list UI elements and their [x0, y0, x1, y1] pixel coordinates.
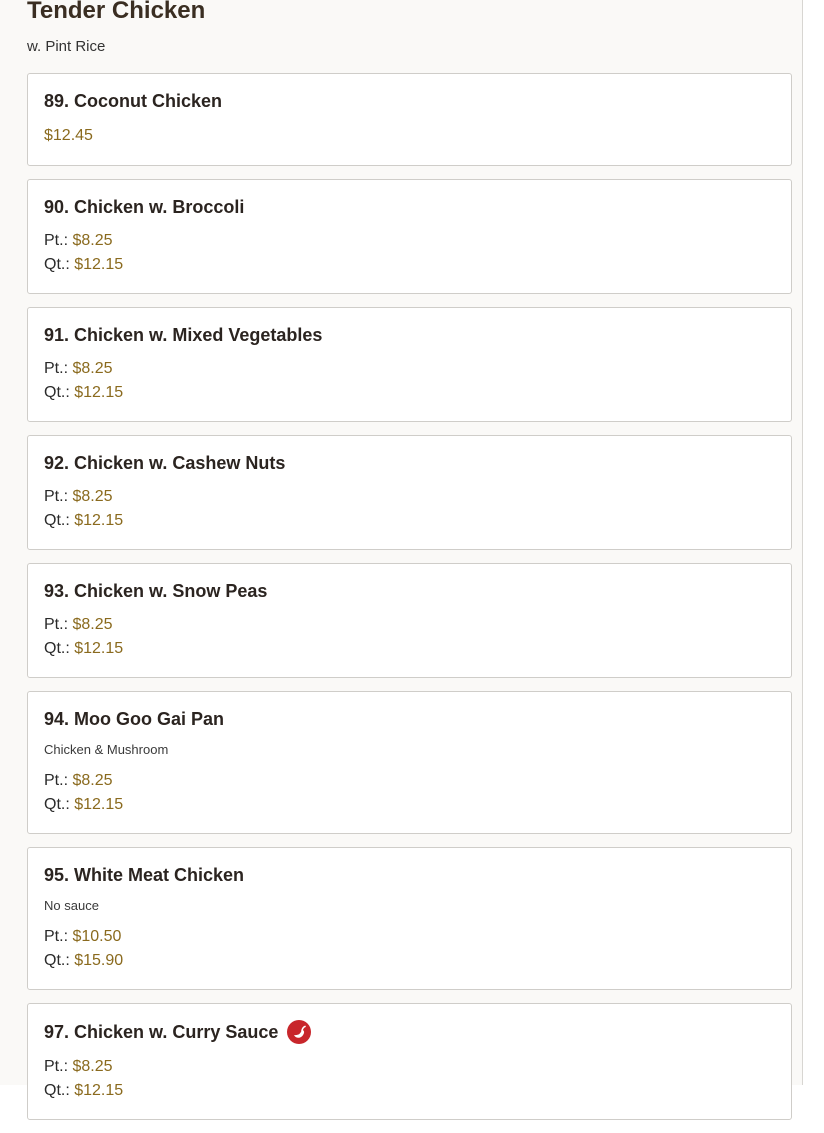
- quart-price-row: Qt.: $12.15: [44, 512, 124, 529]
- quart-price: $12.15: [74, 512, 124, 529]
- menu-item-prices: [44, 769, 775, 833]
- quart-price-row: Qt.: $15.90: [44, 952, 124, 969]
- menu-item-description: No sauce: [44, 898, 99, 913]
- menu-item-name: 97. Chicken w. Curry Sauce: [44, 1020, 775, 1044]
- menu-item-card[interactable]: [27, 847, 792, 990]
- menu-item-card[interactable]: [27, 691, 792, 834]
- menu-item-name: 95. White Meat Chicken: [44, 865, 245, 885]
- quart-price-row: Qt.: $12.15: [44, 384, 124, 401]
- section-header: [27, 0, 205, 57]
- pint-price-row: Pt.: $8.25: [44, 772, 113, 789]
- pint-price: $8.25: [72, 1058, 113, 1075]
- menu-item-prices: [44, 229, 775, 293]
- pint-price: $8.25: [72, 360, 113, 377]
- quart-price: $15.90: [74, 952, 124, 969]
- menu-item-card[interactable]: [27, 73, 792, 166]
- menu-item-card[interactable]: [27, 307, 792, 422]
- section-title: Tender Chicken: [27, 0, 206, 24]
- menu-item-card[interactable]: [27, 563, 792, 678]
- item-price: $12.45: [44, 127, 93, 144]
- quart-price-row: Qt.: $12.15: [44, 1082, 124, 1099]
- menu-item-card[interactable]: [27, 435, 792, 550]
- quart-price: $12.15: [74, 1082, 124, 1099]
- pint-price: $8.25: [72, 232, 113, 249]
- menu-item-name: 90. Chicken w. Broccoli: [44, 197, 245, 217]
- quart-price: $12.15: [74, 640, 124, 657]
- pint-price-row: Pt.: $8.25: [44, 232, 113, 249]
- menu-item-name: 94. Moo Goo Gai Pan: [44, 709, 225, 729]
- pint-price-row: Pt.: $8.25: [44, 488, 113, 505]
- pint-price: $8.25: [72, 772, 113, 789]
- pint-price: $8.25: [72, 488, 113, 505]
- quart-price: $12.15: [74, 384, 124, 401]
- pint-price-row: Pt.: $10.50: [44, 928, 122, 945]
- menu-item-prices: [44, 613, 775, 677]
- menu-item-prices: [44, 124, 775, 165]
- menu-item-name: 91. Chicken w. Mixed Vegetables: [44, 325, 323, 345]
- quart-price-row: Qt.: $12.15: [44, 256, 124, 273]
- menu-item-prices: [44, 1055, 775, 1119]
- pint-price-row: Pt.: $8.25: [44, 360, 113, 377]
- quart-price-row: Qt.: $12.15: [44, 796, 124, 813]
- menu-item-card[interactable]: [27, 179, 792, 294]
- quart-price: $12.15: [74, 256, 124, 273]
- section-subtitle: w. Pint Rice: [27, 38, 106, 55]
- menu-item-name: 92. Chicken w. Cashew Nuts: [44, 453, 286, 473]
- menu-item-name: 89. Coconut Chicken: [44, 91, 223, 111]
- menu-item-prices: [44, 485, 775, 549]
- quart-price: $12.15: [74, 796, 124, 813]
- pint-price: $8.25: [72, 616, 113, 633]
- menu-item-list: [27, 73, 792, 1133]
- menu-item-prices: [44, 357, 775, 421]
- menu-item-description: Chicken & Mushroom: [44, 742, 169, 757]
- menu-item-name: 93. Chicken w. Snow Peas: [44, 581, 268, 601]
- menu-item-prices: [44, 925, 775, 989]
- pint-price: $10.50: [72, 928, 122, 945]
- chili-pepper-icon: [287, 1020, 311, 1044]
- quart-price-row: Qt.: $12.15: [44, 640, 124, 657]
- menu-item-card[interactable]: [27, 1003, 792, 1120]
- pint-price-row: Pt.: $8.25: [44, 616, 113, 633]
- pint-price-row: Pt.: $8.25: [44, 1058, 113, 1075]
